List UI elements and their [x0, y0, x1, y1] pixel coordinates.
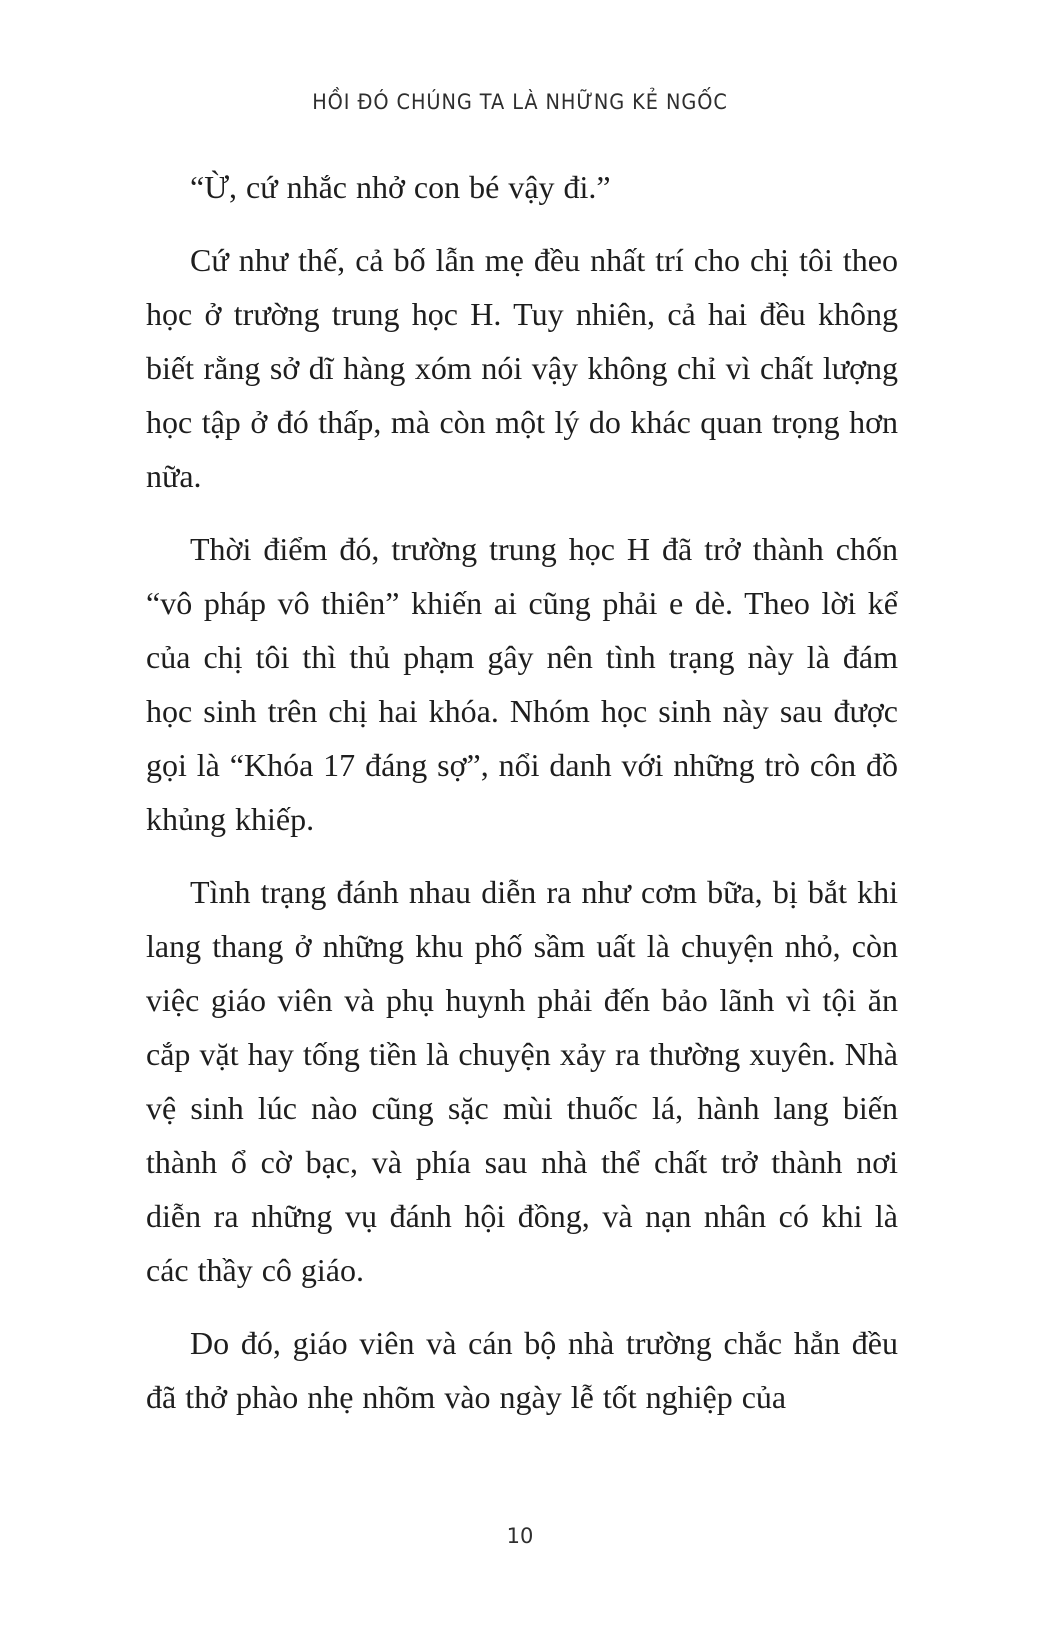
- page-number: 10: [506, 1524, 534, 1548]
- body-paragraph: “Ừ, cứ nhắc nhở con bé vậy đi.”: [190, 169, 611, 205]
- body-text-block: [146, 160, 898, 1424]
- body-paragraph: Thời điểm đó, trường trung học H đã trở thành chốn “vô pháp vô thiên” khiến ai cũng phải e dè. Theo lời kể của chị tôi thì thủ phạm gây nên tình trạng này là đám học sinh trên chị hai khóa. Nhóm học sinh này sau được gọi là “Khóa 17 đáng sợ”, nổi danh với những trò côn đồ khủng khiếp.: [146, 531, 898, 837]
- body-paragraph: Do đó, giáo viên và cán bộ nhà trường chắc hẳn đều đã thở phào nhẹ nhõm vào ngày lễ tốt nghiệp của: [146, 1325, 898, 1415]
- body-paragraph: Cứ như thế, cả bố lẫn mẹ đều nhất trí cho chị tôi theo học ở trường trung học H. Tuy nhiên, cả hai đều không biết rằng sở dĩ hàng xóm nói vậy không chỉ vì chất lượng học tập ở đó thấp, mà còn một lý do khác quan trọng hơn nữa.: [146, 242, 898, 494]
- body-paragraph: Tình trạng đánh nhau diễn ra như cơm bữa, bị bắt khi lang thang ở những khu phố sầm uất là chuyện nhỏ, còn việc giáo viên và phụ huynh phải đến bảo lãnh vì tội ăn cắp vặt hay tống tiền là chuyện xảy ra thường xuyên. Nhà vệ sinh lúc nào cũng sặc mùi thuốc lá, hành lang biến thành ổ cờ bạc, và phía sau nhà thể chất trở thành nơi diễn ra những vụ đánh hội đồng, và nạn nhân có khi là các thầy cô giáo.: [146, 874, 898, 1288]
- running-header: HỒI ĐÓ CHÚNG TA LÀ NHỮNG KẺ NGỐC: [312, 90, 728, 114]
